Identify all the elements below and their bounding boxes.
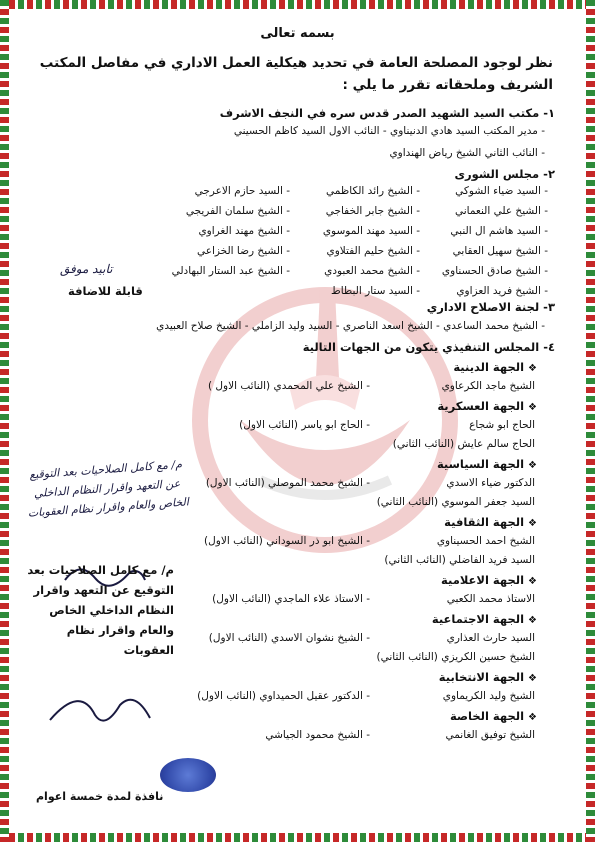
handwritten-annotation: م/ مع كامل الصلاحيات بعد التوقيع عن التعهد واقرار النظام الداخلي الخاص والعام واقرار نظام العقوبات bbox=[27, 457, 190, 520]
department-member: الشيخ احمد الحسيناوي bbox=[436, 535, 535, 547]
watermark-logo bbox=[170, 250, 480, 560]
department-member: - الشيخ محمد الموصلي (النائب الاول) bbox=[205, 477, 370, 489]
section-4-title: ٤- المجلس التنفيذي يتكون من الجهات التالية bbox=[302, 340, 555, 354]
council-member: - الشيخ رضا الخزاعي bbox=[196, 245, 290, 257]
section-2-title: ٢- مجلس الشورى bbox=[454, 167, 555, 181]
section-3-line: - الشيخ محمد الساعدي - الشيخ اسعد الناصري - السيد وليد الزاملي - الشيخ صلاح العبيدي bbox=[156, 320, 545, 332]
department-heading: ❖ الجهة الاعلامية bbox=[441, 573, 537, 587]
department-member: - الشيخ نشوان الاسدي (النائب الاول) bbox=[208, 632, 370, 644]
council-member: - السيد حازم الاعرجي bbox=[194, 185, 290, 197]
department-member: الشيخ توفيق الغانمي bbox=[445, 729, 535, 741]
council-member: - الشيخ سلمان الفريجي bbox=[185, 205, 290, 217]
department-member: الشيخ وليد الكريماوي bbox=[442, 690, 535, 702]
department-heading: ❖ الجهة الخاصة bbox=[450, 709, 537, 723]
department-member: السيد جعفر الموسوي (النائب الثاني) bbox=[376, 496, 535, 508]
decorative-border-right bbox=[586, 0, 595, 842]
department-member: - الدكتور عقيل الحميداوي (النائب الاول) bbox=[197, 690, 370, 702]
section-1-line: - مدير المكتب السيد هادي الدنيناوي - النائب الاول السيد كاظم الحسيني bbox=[233, 125, 545, 137]
council-member: - الشيخ مهند الغراوي bbox=[198, 225, 290, 237]
department-member: - الاستاذ علاء الماجدي (النائب الاول) bbox=[212, 593, 370, 605]
decorative-border-left bbox=[0, 0, 9, 842]
council-member: - الشيخ جابر الخفاجي bbox=[325, 205, 420, 217]
council-member: - السيد مهند الموسوي bbox=[322, 225, 420, 237]
council-member: - الشيخ فريد العزاوي bbox=[456, 285, 548, 297]
department-member: الاستاذ محمد الكعبي bbox=[446, 593, 535, 605]
decorative-border-bottom bbox=[0, 833, 595, 842]
department-heading: ❖ الجهة العسكرية bbox=[437, 399, 537, 413]
council-member: - الشيخ سهيل العقابي bbox=[452, 245, 548, 257]
council-member: - الشيخ رائد الكاظمي bbox=[326, 185, 420, 197]
council-member: - الشيخ علي النعماني bbox=[454, 205, 548, 217]
department-member: السيد حارث العذاري bbox=[446, 632, 535, 644]
decorative-border-top bbox=[0, 0, 595, 9]
addable-note: قابلة للاضافة bbox=[68, 284, 143, 298]
department-member: السيد فريد الفاضلي (النائب الثاني) bbox=[384, 554, 535, 566]
department-member: - الحاج ابو ياسر (النائب الاول) bbox=[239, 419, 370, 431]
department-heading: ❖ الجهة السياسية bbox=[437, 457, 537, 471]
department-member: الشيخ حسين الكريزي (النائب الثاني) bbox=[376, 651, 535, 663]
department-member: الشيخ ماجد الكرعاوي bbox=[441, 380, 535, 392]
permissions-note: م/ مع كامل الصلاحيات بعد التوقيع عن التعهد واقرار النظام الداخلي الخاص والعام واقرار نظام العقوبات bbox=[27, 563, 174, 657]
council-member: - الشيخ عبد الستار البهادلي bbox=[171, 265, 290, 277]
department-member: الحاج سالم عايش (النائب الثاني) bbox=[392, 438, 535, 450]
department-heading: ❖ الجهة الثقافية bbox=[444, 515, 537, 529]
section-1-line: - النائب الثاني الشيخ رياض الهنداوي bbox=[389, 147, 545, 159]
department-member: - الشيخ ابو ذر السوداني (النائب الاول) bbox=[204, 535, 370, 547]
council-member: - السيد ضياء الشوكي bbox=[455, 185, 548, 197]
section-1-title: ١- مكتب السيد الشهيد الصدر قدس سره في النجف الاشرف bbox=[219, 106, 555, 120]
validity-note: نافذة لمدة خمسة اعوام bbox=[36, 790, 164, 803]
council-member: - الشيخ محمد العبودي bbox=[324, 265, 420, 277]
department-heading: ❖ الجهة الاجتماعية bbox=[432, 612, 537, 626]
council-member: - الشيخ حليم الفتلاوي bbox=[326, 245, 420, 257]
section-3-title: ٣- لجنة الاصلاح الاداري bbox=[426, 300, 555, 314]
handwritten-note: تابيد موفق bbox=[60, 262, 113, 276]
department-member: الحاج ابو شجاع bbox=[469, 419, 535, 431]
signature-mark bbox=[40, 690, 160, 730]
department-member: - الشيخ علي المحمدي (النائب الاول ) bbox=[207, 380, 370, 392]
department-heading: ❖ الجهة الدينية bbox=[453, 360, 537, 374]
office-seal bbox=[160, 758, 216, 792]
intro-text: نظر لوجود المصلحة العامة في تحديد هيكلية العمل الاداري في مفاصل المكتب الشريف وملحقاته تقرر ما يلي : bbox=[39, 55, 553, 93]
council-member: - السيد هاشم ال النبي bbox=[450, 225, 548, 237]
page-title: بسمه تعالى bbox=[260, 26, 335, 41]
council-member: - الشيخ صادق الحسناوي bbox=[441, 265, 548, 277]
department-member: - الشيخ محمود الجياشي bbox=[265, 729, 370, 741]
department-heading: ❖ الجهة الانتخابية bbox=[439, 670, 537, 684]
department-member: الدكتور ضياء الاسدي bbox=[446, 477, 535, 489]
council-member: - السيد ستار البطاط bbox=[330, 285, 420, 297]
